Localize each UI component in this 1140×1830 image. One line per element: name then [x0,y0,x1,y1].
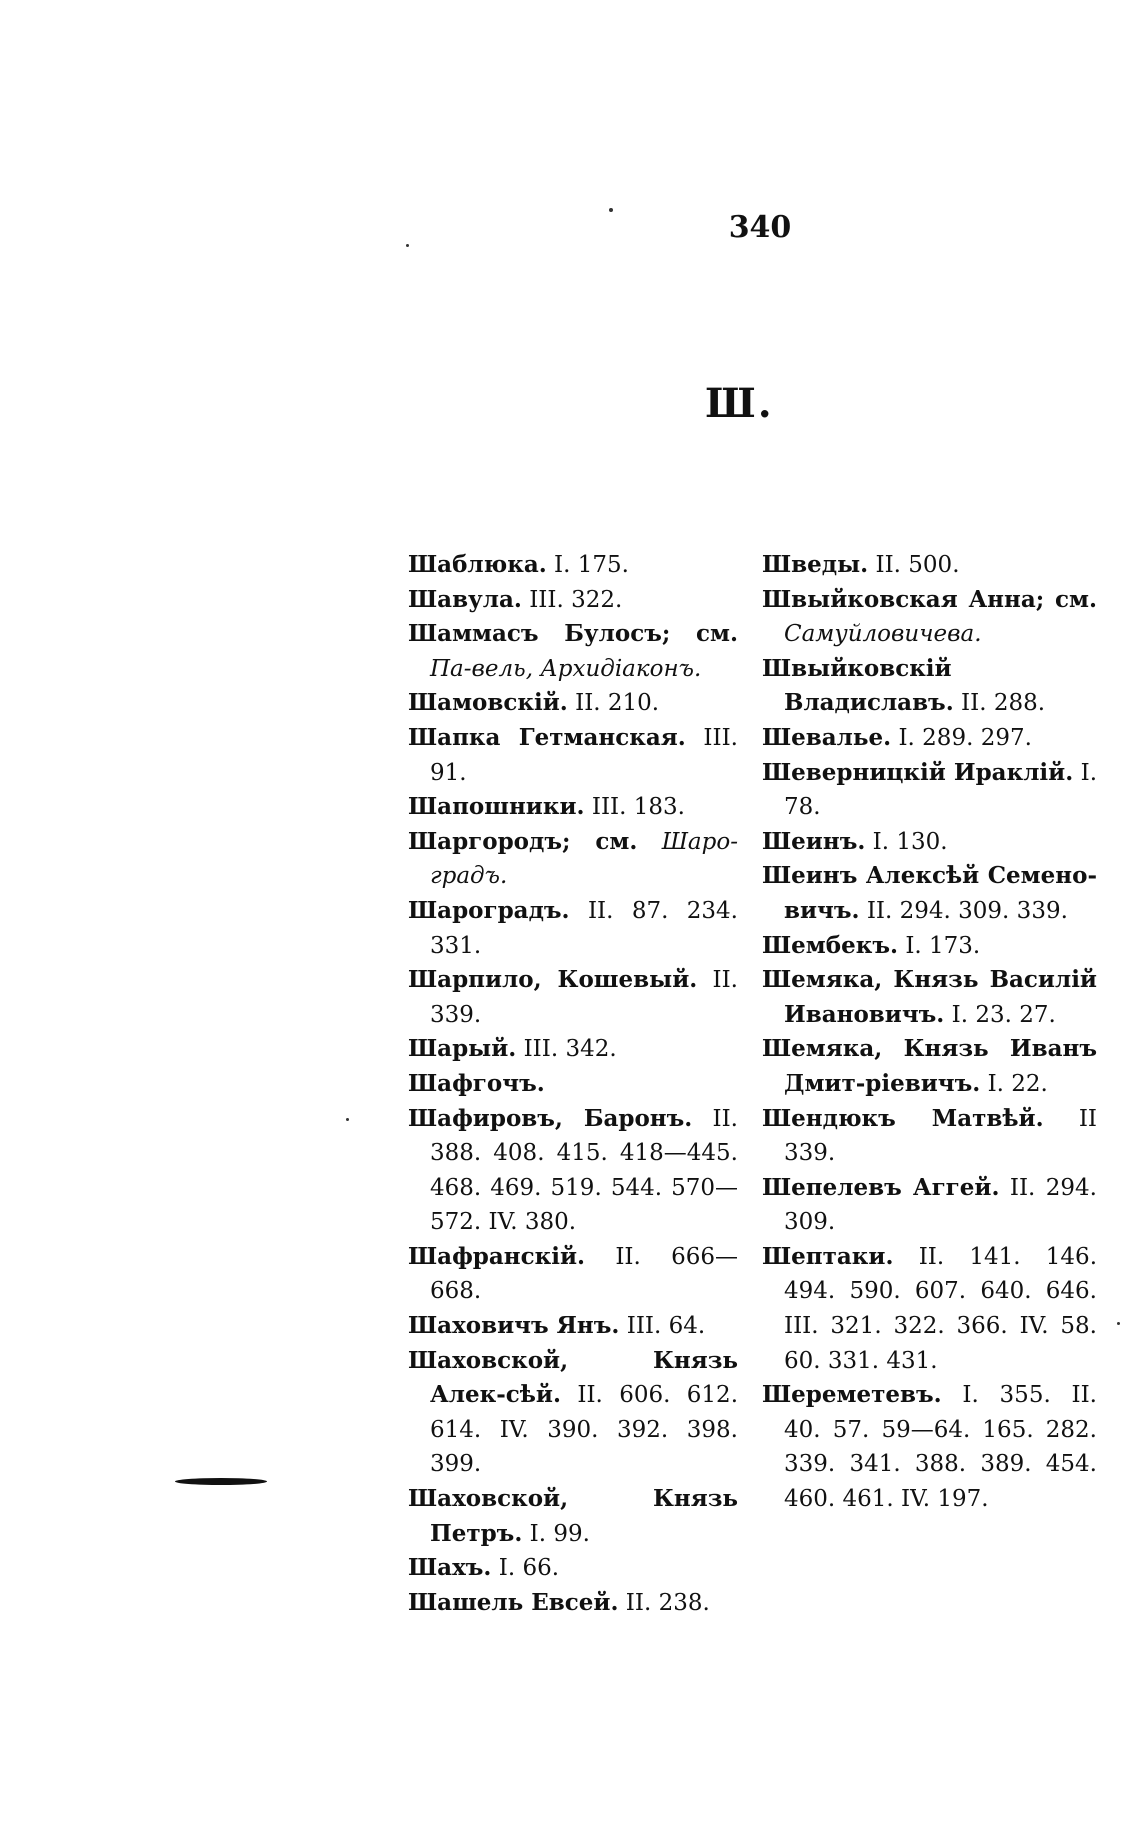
entry-references: I. 289. 297. [898,724,1032,751]
entry-heading: Шафранскій. [408,1242,586,1270]
index-entry [408,583,738,618]
entry-references: II. 606. 612. 614. IV. 390. 392. 398. 399. [430,1382,738,1478]
entry-references: I. 355. II. 40. 57. 59—64. 165. 282. 339. 341. 388. 389. 454. 460. 461. IV. 197. [784,1382,1097,1513]
entry-heading: Шаховичъ Янъ. [408,1312,620,1340]
entry-heading: Шемяка, Князь Иванъ Дмит-ріевичъ. [762,1035,1097,1097]
entry-references: II. 210. [575,690,660,717]
entry-heading: Шендюкъ Матвѣй. [762,1104,1044,1132]
entry-heading: Шемяка, Князь Василій Ивановичъ. [762,966,1097,1028]
entry-heading: Шапошники. [408,793,585,821]
index-entry [408,686,738,721]
entry-references: I. 66. [498,1555,560,1582]
index-entry [762,1378,1097,1516]
entry-heading: Шамовскій. [408,689,568,717]
entry-references: II. 238. [625,1589,710,1616]
index-entry [762,859,1097,928]
entry-heading: Шаховской, Князь Алек-сѣй. [408,1346,738,1409]
index-entry [408,894,738,963]
entry-references: III. 183. [591,794,685,821]
entry-heading: Шембекъ. [762,931,899,959]
entry-references: I. 173. [905,932,981,959]
entry-references: II. 141. 146. 494. 590. 607. 640. 646. III. 321. 322. 366. IV. 58. 60. 331. 431. [784,1243,1098,1374]
entry-heading: Шевалье. [762,723,892,751]
entry-heading: Шеверницкій Ираклій. [762,758,1074,786]
entry-heading: Шарый. [408,1035,517,1063]
index-entry [762,652,1097,721]
entry-references: II. 500. [875,552,960,578]
index-entry [408,1482,738,1551]
index-entry [762,583,1097,652]
index-entry [408,617,738,686]
entry-heading: Шведы. [762,551,869,578]
entry-heading: Шароградъ. [408,896,570,924]
entry-heading: Шаблюка. [408,551,547,578]
entry-heading: Шафгочъ. [408,1069,545,1097]
index-entry [762,548,1097,583]
entry-references: I. 78. [784,759,1098,821]
index-entry [762,1240,1097,1378]
entry-heading: Шепелевъ Аггей. [762,1173,1000,1201]
index-entry [408,1240,738,1309]
entry-references: II. 388. 408. 415. 418—445. 468. 469. 519. 544. 570—572. IV. 380. [430,1105,738,1236]
entry-heading: Шафировъ, Баронъ. [408,1104,693,1132]
index-entry [408,825,738,894]
index-entry [762,1171,1097,1240]
index-entry [762,721,1097,756]
index-entry [762,756,1097,825]
entry-references: II. 288. [961,690,1046,717]
entry-references: II. 294. 309. 339. [866,897,1068,924]
index-entry [408,548,738,583]
index-entry [408,1067,738,1102]
entry-heading: Шептаки. [762,1242,894,1270]
entry-heading: Шашель Евсей. [408,1588,619,1616]
entry-references: II. 339. [430,967,738,1028]
print-speck [406,244,409,247]
print-speck [609,208,613,212]
entry-heading: Шеинъ. [762,827,866,855]
entry-references: I. 130. [872,828,948,855]
entry-references: I. 99. [529,1520,590,1547]
index-entry [408,1344,738,1482]
print-speck [1117,1322,1120,1325]
entry-heading: Шереметевъ. [762,1381,942,1409]
entry-references: I. 22. [987,1070,1048,1097]
index-entry [762,963,1097,1032]
entry-heading: Шапка Гетманская. [408,723,686,751]
index-entry [408,963,738,1032]
entry-heading: Шаргородъ; см. [408,827,638,855]
entry-references: III. 91. [430,724,738,786]
entry-heading: Шаммасъ Булосъ; см. [408,620,738,648]
entry-heading: Швыйковская Анна; см. [762,585,1097,613]
entry-cross-reference: Шаро-градъ. [430,828,738,890]
entry-references: II 339. [784,1105,1097,1167]
entry-cross-reference: Па-вель, Архидіаконъ. [430,655,702,682]
print-speck [346,1118,349,1121]
entry-heading: Шахъ. [408,1554,492,1582]
index-entry [408,1551,738,1586]
index-entry [762,1032,1097,1101]
entry-references: II. 666—668. [430,1243,738,1305]
entry-references: III. 342. [523,1036,617,1063]
index-entry [762,825,1097,860]
index-entry [762,929,1097,964]
index-entry [408,1586,738,1621]
entry-heading: Шаховской, Князь Петръ. [408,1485,738,1547]
entry-references: I. 23. 27. [951,1001,1056,1028]
letter-heading: Ш. [705,380,774,427]
entry-heading: Шарпило, Кошевый. [408,966,698,994]
entry-cross-reference: Самуйловичева. [784,621,982,648]
index-column-right [762,548,1097,1517]
entry-references: III. 64. [626,1313,706,1340]
index-entry [408,721,738,790]
entry-references: II. 87. 234. 331. [430,897,738,959]
index-entry [408,790,738,825]
index-entry [408,1102,738,1240]
entry-heading: Шеинъ Алексѣй Семено-вичъ. [762,862,1097,924]
ink-dash-mark [175,1478,267,1485]
index-entry [408,1032,738,1067]
entry-references: I. 175. [554,552,629,578]
index-entry [762,1102,1097,1171]
page-number: 340 [728,210,792,245]
index-column-left [408,548,738,1620]
entry-references: III. 322. [529,586,623,613]
entry-heading: Шавула. [408,585,522,613]
entry-heading: Швыйковскій Владиславъ. [762,654,954,717]
entry-references: II. 294. 309. [784,1174,1097,1236]
index-entry [408,1309,738,1344]
